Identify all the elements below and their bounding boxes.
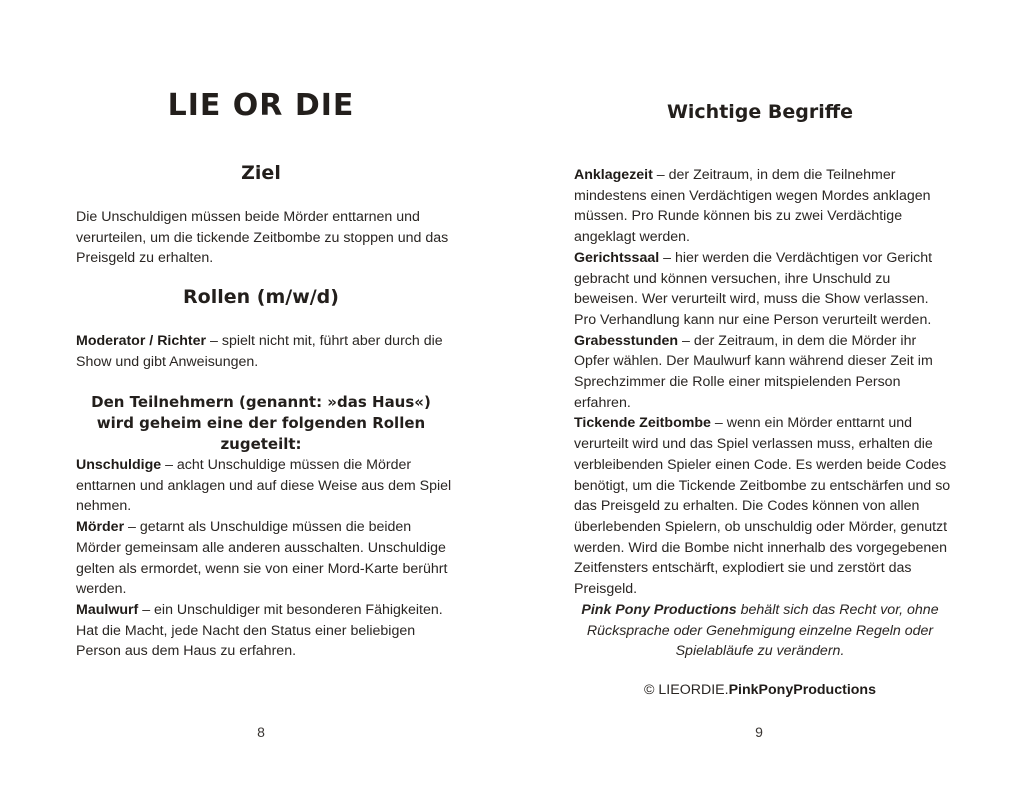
disclaimer [570, 600, 950, 662]
role-term: Unschuldige [76, 457, 162, 473]
glossary-item [574, 413, 954, 599]
glossary-item [574, 331, 954, 414]
glossary-term: Grabesstunden [574, 332, 679, 349]
book-title: LIE OR DIE [167, 88, 355, 123]
roles-subheading-line2: wird geheim eine der folgenden Rollen zugeteilt: [96, 414, 426, 453]
roles-subheading [60, 392, 462, 455]
glossary-text: – hier werden die Verdächtigen vor Gericht gebracht und können versuchen, ihre Unschuld zu beweisen. Wer verurteilt wird, muss die Show verlassen. Pro Verhandlung kann nur eine Person verurteilt werden. [574, 249, 933, 328]
role-item [76, 455, 456, 517]
glossary-item [574, 248, 954, 331]
term-moderator: Moderator / Richter [76, 333, 207, 349]
glossary-text: – der Zeitraum, in dem die Mörder ihr Opfer wählen. Der Maulwurf kann während dieser Zeit im Sprechzimmer die Rolle einer mitspielenden Person erfahren. [574, 332, 933, 411]
section-heading-ziel: Ziel [241, 162, 281, 184]
glossary-text: – der Zeitraum, in dem die Teilnehmer mindestens einen Verdächtigen wegen Mordes anklagen müssen. Pro Runde können bis zu zwei Verdächtige angeklagt werden. [574, 167, 931, 246]
copyright-brand: PinkPonyProductions [728, 682, 876, 698]
glossary-text: – wenn ein Mörder enttarnt und verurteilt wird und das Spiel verlassen muss, erhalten die verbleibenden Spieler einen Code. Es werden beide Codes benötigt, um die Tickende Zeitbombe zu entschärfen und so das Preisgeld zu erhalten. Die Codes können von allen überlebenden Spielern, ob unschuldig oder Mörder, genutzt werden. Wird die Bombe nicht innerhalb des vorgegebenen Zeitfensters entschärft, explodiert sie und zerstört das Preisgeld. [574, 415, 951, 598]
page-number: 9 [755, 724, 763, 740]
moderator-paragraph [76, 331, 456, 372]
disclaimer-brand: Pink Pony Productions [581, 602, 737, 618]
moderator-text: – spielt nicht mit, führt aber durch die Show und gibt Anweisungen. [76, 333, 443, 370]
glossary-term: Anklagezeit [574, 167, 653, 183]
disclaimer-text: behält sich das Recht vor, ohne Rücksprache oder Genehmigung einzelne Regeln oder Spielabläufe zu verändern. [586, 602, 939, 660]
copyright-prefix: © LIEORDIE. [644, 682, 729, 698]
right-page [510, 0, 1020, 812]
role-item [76, 517, 456, 600]
copyright [570, 682, 950, 698]
section-heading-begriffe: Wichtige Begriffe [666, 101, 854, 123]
role-text: – getarnt als Unschuldige müssen die beiden Mörder gemeinsam alle anderen ausschalten. Unschuldige gelten als ermordet, wenn sie von einer Mord-Karte berührt werden. [76, 519, 448, 598]
roles-subheading-line1: Den Teilnehmern (genannt: »das Haus«) [91, 393, 431, 411]
roles-list [76, 455, 456, 662]
section-heading-rollen: Rollen (m/w/d) [183, 286, 339, 308]
glossary-list [574, 165, 954, 600]
role-term: Maulwurf [76, 601, 139, 618]
role-text: – acht Unschuldige müssen die Mörder enttarnen und anklagen und auf diese Weise aus dem Spiel nehmen. [76, 457, 452, 515]
role-text: – ein Unschuldiger mit besonderen Fähigkeiten. Hat die Macht, jede Nacht den Status einer beliebigen Person aus dem Haus zu erfahren. [76, 601, 443, 660]
ziel-paragraph: Die Unschuldigen müssen beide Mörder enttarnen und verurteilen, um die tickende Zeitbombe zu stoppen und das Preisgeld zu erhalten. [76, 209, 449, 267]
page-number: 8 [257, 724, 265, 740]
role-item [76, 600, 456, 662]
glossary-term: Gerichtssaal [574, 249, 660, 266]
glossary-item [574, 165, 954, 248]
glossary-term: Tickende Zeitbombe [574, 415, 711, 432]
role-term: Mörder [76, 519, 125, 536]
